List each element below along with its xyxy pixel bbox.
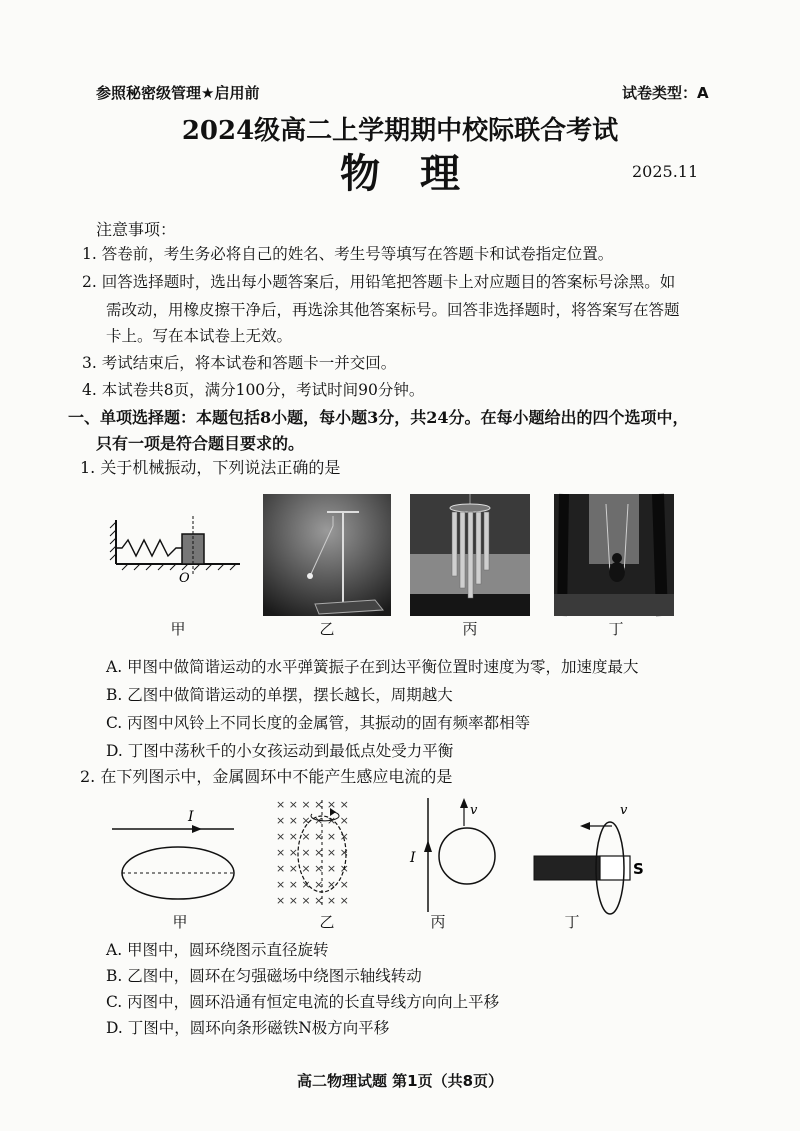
svg-text:× × × × × ×: × × × × × × xyxy=(276,798,349,811)
note-line-1: 1. 答卷前，考生务必将自己的姓名、考生号等填写在答题卡和试卷指定位置。 xyxy=(82,245,614,263)
q2-fig-label-bing: 丙 xyxy=(430,913,446,931)
note-line-2: 2. 回答选择题时，选出每小题答案后，用铅笔把答题卡上对应题目的答案标号涂黑。如 xyxy=(82,273,676,291)
q1-option-a: A. 甲图中做简谐运动的水平弹簧振子在到达平衡位置时速度为零，加速度最大 xyxy=(106,658,639,676)
ring-velocity-label: v xyxy=(470,803,478,818)
q2-stem: 2. 在下列图示中，金属圆环中不能产生感应电流的是 xyxy=(80,767,453,786)
q2-option-d: D. 丁图中，圆环向条形磁铁N极方向平移 xyxy=(106,1019,390,1037)
section-heading: 一、单项选择题：本题包括8小题，每小题3分，共24分。在每小题给出的四个选项中， xyxy=(68,408,689,427)
q2-option-b: B. 乙图中，圆环在匀强磁场中绕图示轴线转动 xyxy=(106,967,422,985)
wind-chime-photo xyxy=(410,494,530,616)
secrecy-label: 参照秘密级管理★启用前 xyxy=(96,84,260,102)
swing-photo xyxy=(554,494,674,616)
note-line-3: 3. 考试结束后，将本试卷和答题卡一并交回。 xyxy=(82,354,397,372)
q1-fig-label-jia: 甲 xyxy=(170,620,186,638)
svg-text:× × × × × ×: × × × × × × xyxy=(276,878,349,891)
q1-stem: 1. 关于机械振动，下列说法正确的是 xyxy=(80,458,341,477)
pendulum-photo xyxy=(263,494,391,616)
straight-wire-current-label: I xyxy=(410,850,416,866)
exam-date: 2025.11 xyxy=(632,162,699,181)
note-line-2c: 卡上。写在本试卷上无效。 xyxy=(106,327,293,345)
q1-fig-label-yi: 乙 xyxy=(319,620,335,638)
page-footer: 高二物理试题 第1页（共8页） xyxy=(296,1072,504,1090)
magnetic-field-figure xyxy=(272,796,382,914)
svg-text:× × × × × ×: × × × × × × xyxy=(276,894,349,907)
paper-type: 试卷类型：A xyxy=(622,84,709,102)
q2-fig-label-ding: 丁 xyxy=(564,913,580,931)
spring-oscillator-figure xyxy=(108,512,248,592)
subject-title: 物理 xyxy=(340,150,500,197)
svg-text:× × × × × ×: × × × × × × xyxy=(276,862,349,875)
svg-text:× × × × × ×: × × × × × × xyxy=(276,830,349,843)
ring-straight-wire-figure xyxy=(408,796,498,914)
q2-fig-label-jia: 甲 xyxy=(172,913,188,931)
note-line-4: 4. 本试卷共8页，满分100分，考试时间90分钟。 xyxy=(82,381,425,399)
section-heading-2: 只有一项是符合题目要求的。 xyxy=(96,434,305,453)
wire-current-label: I xyxy=(188,809,194,825)
equilibrium-point-label: O xyxy=(179,571,190,586)
magnet-s-pole: S xyxy=(633,860,644,878)
q1-option-d: D. 丁图中荡秋千的小女孩运动到最低点处受力平衡 xyxy=(106,742,454,760)
magnet-ring-velocity-label: v xyxy=(620,803,628,818)
q2-option-a: A. 甲图中，圆环绕图示直径旋转 xyxy=(106,941,329,959)
svg-text:× × × × × ×: × × × × × × xyxy=(276,846,349,859)
ring-magnet-figure xyxy=(532,796,652,914)
ring-wire-figure xyxy=(110,805,242,915)
svg-text:× × × × × ×: × × × × × × xyxy=(276,814,349,827)
q1-fig-label-bing: 丙 xyxy=(462,620,478,638)
note-line-2b: 需改动，用橡皮擦干净后，再选涂其他答案标号。回答非选择题时，将答案写在答题 xyxy=(106,301,680,319)
q1-option-b: B. 乙图中做简谐运动的单摆，摆长越长，周期越大 xyxy=(106,686,453,704)
notes-title: 注意事项： xyxy=(96,220,177,239)
q2-option-c: C. 丙图中，圆环沿通有恒定电流的长直导线方向向上平移 xyxy=(106,993,500,1011)
q1-option-c: C. 丙图中风铃上不同长度的金属管，其振动的固有频率都相等 xyxy=(106,714,531,732)
q1-fig-label-ding: 丁 xyxy=(608,620,624,638)
exam-title: 2024级高二上学期期中校际联合考试 xyxy=(181,116,619,146)
q2-fig-label-yi: 乙 xyxy=(319,913,335,931)
